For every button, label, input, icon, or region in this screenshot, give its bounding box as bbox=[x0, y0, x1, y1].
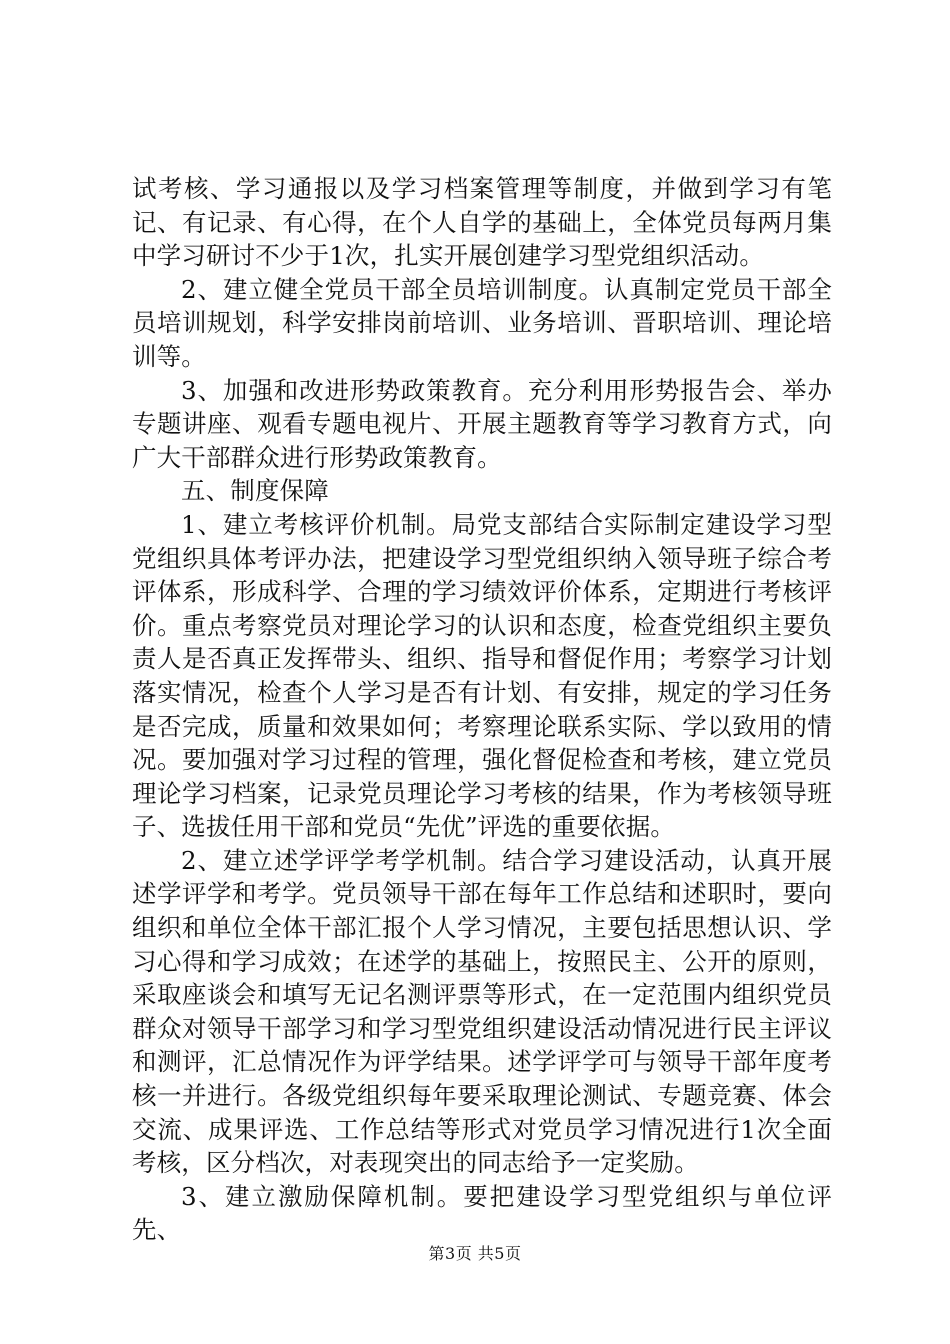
page-number-footer: 第3页 共5页 bbox=[428, 1244, 522, 1263]
paragraph-continuation: 试考核、学习通报以及学习档案管理等制度，并做到学习有笔记、有记录、有心得，在个人自学的基础上，全体党员每两月集中学习研讨不少于1次，扎实开展创建学习型党组织活动。 bbox=[132, 174, 832, 271]
section-heading-system-guarantee: 五、制度保障 bbox=[181, 476, 329, 506]
document-body bbox=[132, 172, 832, 1247]
paragraph-policy-education: 3、加强和改进形势政策教育。充分利用形势报告会、举办专题讲座、观看专题电视片、开展主题教育等学习教育方式，向广大干部群众进行形势政策教育。 bbox=[132, 375, 832, 472]
paragraph-training-system: 2、建立健全党员干部全员培训制度。认真制定党员干部全员培训规划，科学安排岗前培训、业务培训、晋职培训、理论培训等。 bbox=[132, 274, 832, 371]
paragraph-incentive-mechanism: 3、建立激励保障机制。要把建设学习型党组织与单位评先、 bbox=[132, 1181, 832, 1245]
paragraph-study-review-mechanism: 2、建立述学评学考学机制。结合学习建设活动，认真开展述学评学和考学。党员领导干部在每年工作总结和述职时，要向组织和单位全体干部汇报个人学习情况，主要包括思想认识、学习心得和学习成效；在述学的基础上，按照民主、公开的原则，采取座谈会和填写无记名测评票等形式，在一定范围内组织党员群众对领导干部学习和学习型党组织建设活动情况进行民主评议和测评，汇总情况作为评学结果。述学评学可与领导干部年度考核一并进行。各级党组织每年要采取理论测试、专题竞赛、体会交流、成果评选、工作总结等形式对党员学习情况进行1次全面考核，区分档次，对表现突出的同志给予一定奖励。 bbox=[132, 845, 832, 1178]
paragraph-evaluation-mechanism: 1、建立考核评价机制。局党支部结合实际制定建设学习型党组织具体考评办法，把建设学习型党组织纳入领导班子综合考评体系，形成科学、合理的学习绩效评价体系，定期进行考核评价。重点考察党员对理论学习的认识和态度，检查党组织主要负责人是否真正发挥带头、组织、指导和督促作用；考察学习计划落实情况，检查个人学习是否有计划、有安排，规定的学习任务是否完成，质量和效果如何；考察理论联系实际、学以致用的情况。要加强对学习过程的管理，强化督促检查和考核，建立党员理论学习档案，记录党员理论学习考核的结果，作为考核领导班子、选拔任用干部和党员“先优”评选的重要依据。 bbox=[132, 509, 832, 842]
